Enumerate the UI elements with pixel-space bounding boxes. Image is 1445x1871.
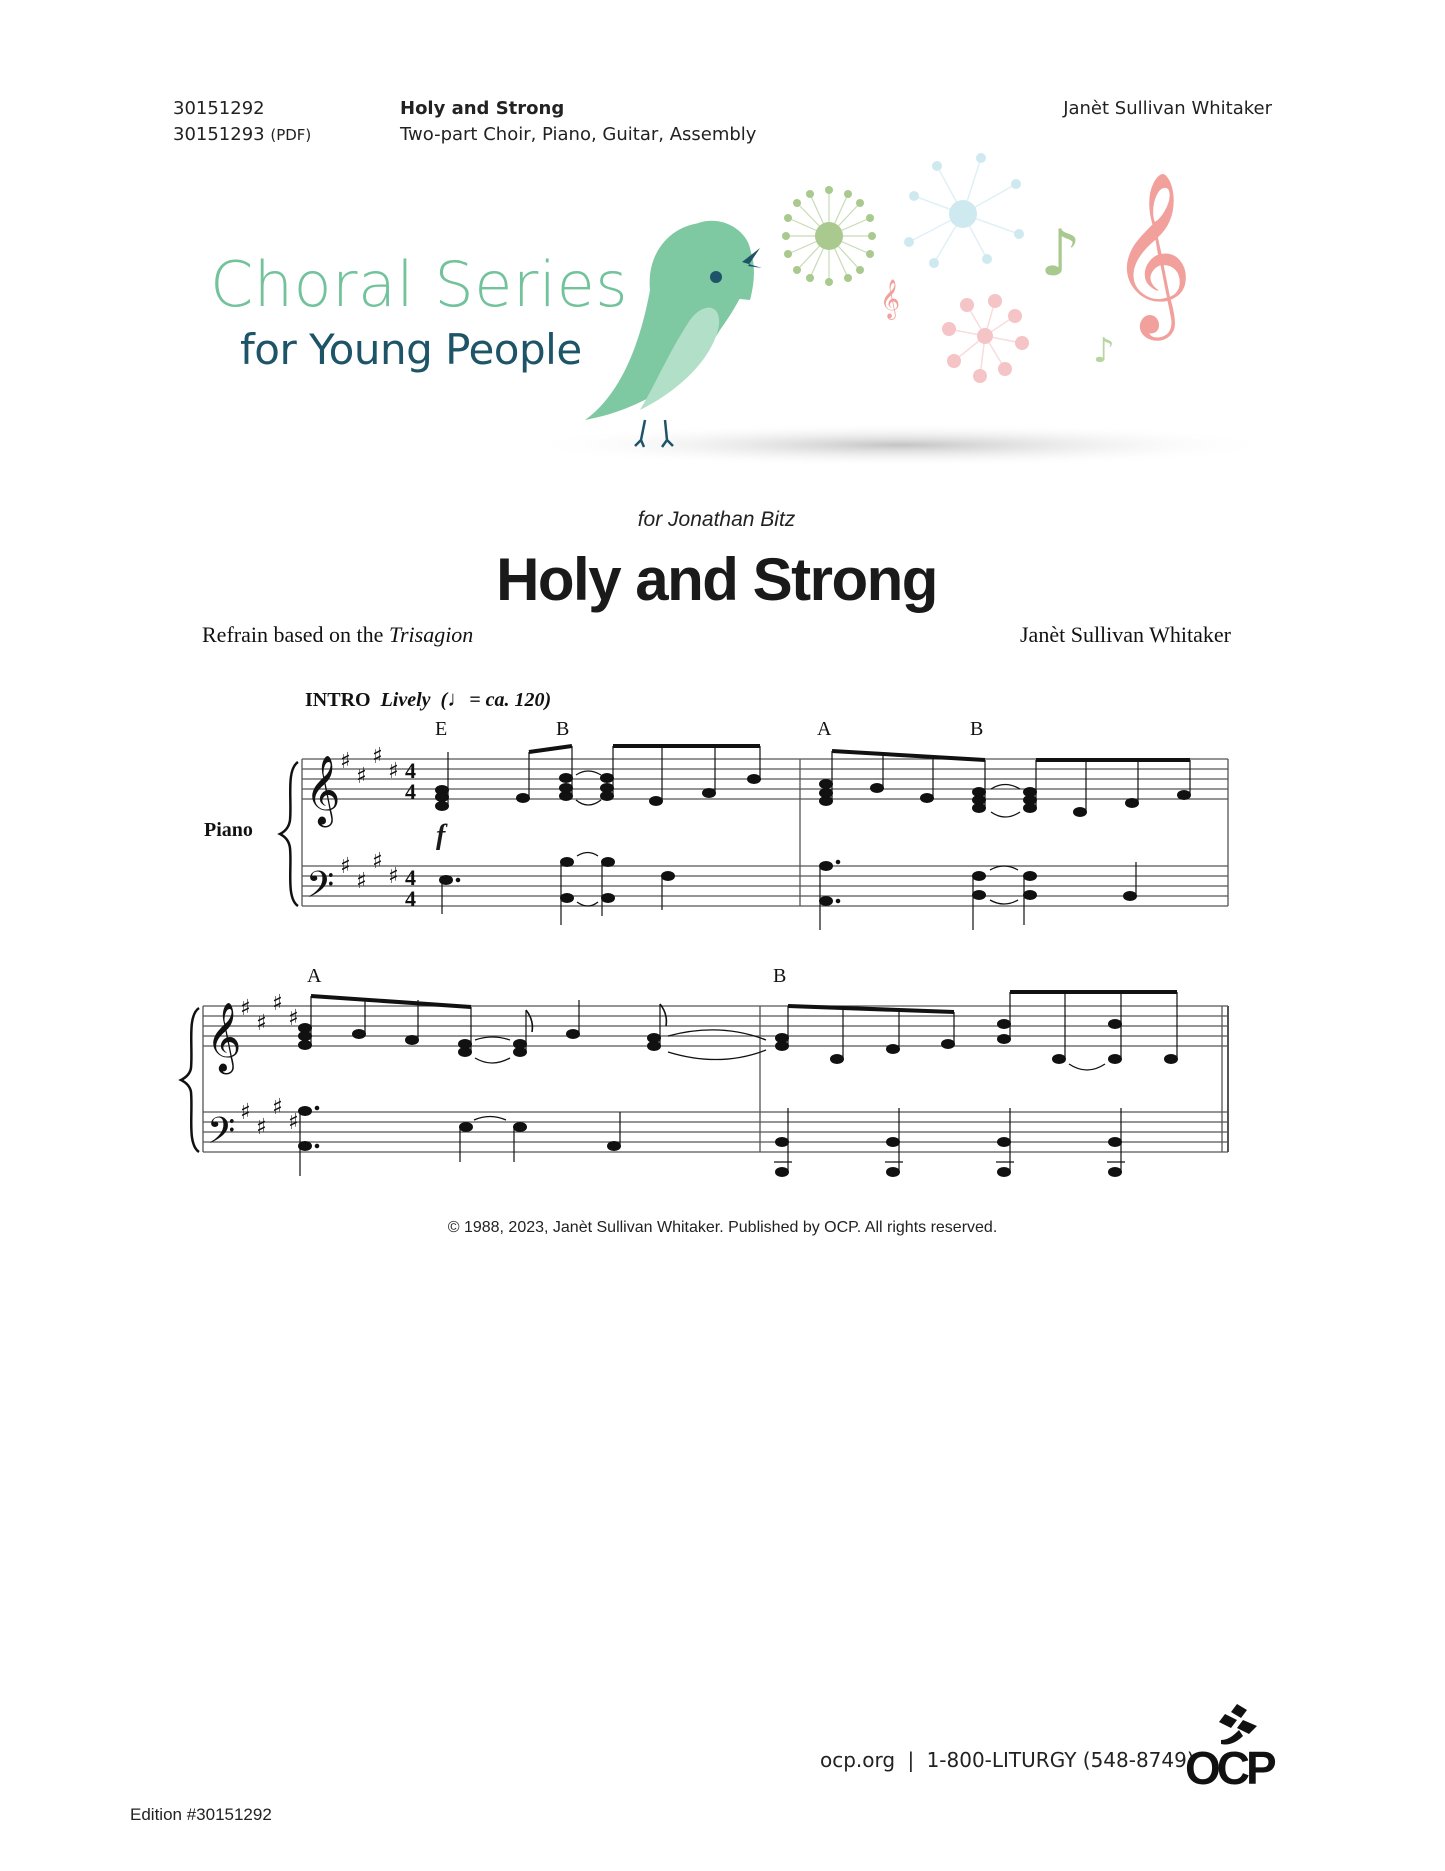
svg-text:♯: ♯	[356, 869, 367, 894]
chord-symbol: B	[970, 718, 984, 740]
catalog-number: 30151292	[173, 98, 265, 119]
small-treble-clef-icon: 𝄞	[880, 279, 901, 319]
svg-text:♯: ♯	[256, 1011, 267, 1036]
svg-text:♯: ♯	[372, 849, 383, 874]
svg-text:4: 4	[405, 865, 416, 890]
svg-text:♯: ♯	[356, 764, 367, 789]
header-composer: Janèt Sullivan Whitaker	[1063, 98, 1272, 119]
chord-symbol: B	[556, 718, 570, 740]
large-treble-clef-icon: 𝄞	[1110, 171, 1193, 334]
svg-text:♯: ♯	[272, 1095, 283, 1120]
treble-clef-icon: 𝄞	[305, 755, 341, 825]
svg-text:♯: ♯	[272, 991, 283, 1016]
brace-icon	[280, 762, 298, 906]
chord-symbol: A	[307, 965, 322, 987]
system-2-treble-staff	[203, 1006, 1228, 1046]
brace-icon	[181, 1008, 199, 1152]
small-green-note-icon: ♪	[1093, 331, 1115, 371]
series-subtitle: for Young People	[240, 325, 582, 374]
svg-text:♯: ♯	[256, 1115, 267, 1140]
green-eighth-note-icon: ♪	[1040, 217, 1081, 291]
tempo-marking: INTRO Lively (♩= ca. 120)	[305, 686, 552, 711]
system-1-bass-staff	[302, 866, 1228, 906]
tempo-word: Lively	[380, 689, 431, 711]
pdf-label: (PDF)	[270, 126, 312, 144]
note-chord	[436, 752, 449, 811]
svg-text:♯: ♯	[340, 854, 351, 879]
svg-text:OCP: OCP	[1185, 1742, 1273, 1790]
series-title: Choral Series	[210, 248, 629, 321]
svg-text:♯: ♯	[388, 759, 399, 784]
svg-text:♯: ♯	[288, 1110, 299, 1135]
ocp-logo-icon	[1185, 1700, 1285, 1790]
tempo-value: = ca. 120)	[469, 689, 552, 711]
treble-clef-icon: 𝄞	[206, 1002, 242, 1072]
publisher-contact: ocp.org | 1-800-LITURGY (548-8749)	[820, 1748, 1195, 1772]
chord-symbol: E	[435, 718, 448, 740]
phone-number: 1-800-LITURGY (548-8749)	[926, 1748, 1195, 1772]
dedication: for Jonathan Bitz	[637, 508, 796, 531]
bass-clef-icon: 𝄢	[207, 1110, 236, 1161]
svg-text:♯: ♯	[240, 1100, 251, 1125]
header-voicing: Two-part Choir, Piano, Guitar, Assembly	[400, 124, 757, 145]
chord-symbol: B	[773, 965, 787, 987]
quarter-note-icon: ♩	[447, 686, 470, 711]
section-label: INTRO	[305, 689, 371, 711]
svg-text:♯: ♯	[288, 1006, 299, 1031]
song-composer: Janèt Sullivan Whitaker	[1020, 622, 1231, 647]
svg-text:4: 4	[405, 779, 416, 804]
time-signature	[405, 758, 416, 911]
instrument-label: Piano	[204, 819, 253, 841]
source-credit: Refrain based on the Trisagion	[202, 622, 474, 647]
header-title: Holy and Strong	[400, 98, 565, 119]
bass-clef-icon: 𝄢	[306, 864, 335, 915]
website-link[interactable]: ocp.org	[820, 1748, 896, 1772]
dynamic-marking: f	[436, 820, 446, 851]
svg-text:♯: ♯	[372, 744, 383, 769]
chord-symbol: A	[817, 718, 832, 740]
svg-text:4: 4	[405, 758, 416, 783]
svg-text:4: 4	[405, 886, 416, 911]
svg-text:♯: ♯	[340, 749, 351, 774]
pdf-number: 30151293	[173, 124, 265, 145]
source-work: Trisagion	[388, 622, 474, 647]
svg-text:♯: ♯	[240, 996, 251, 1021]
svg-text:♯: ♯	[388, 864, 399, 889]
system-2-bass-staff	[203, 1112, 1228, 1152]
song-title: Holy and Strong	[496, 546, 937, 613]
edition-number: Edition #30151292	[130, 1805, 272, 1824]
copyright-notice: © 1988, 2023, Janèt Sullivan Whitaker. Published by OCP. All rights reserved.	[447, 1219, 998, 1236]
